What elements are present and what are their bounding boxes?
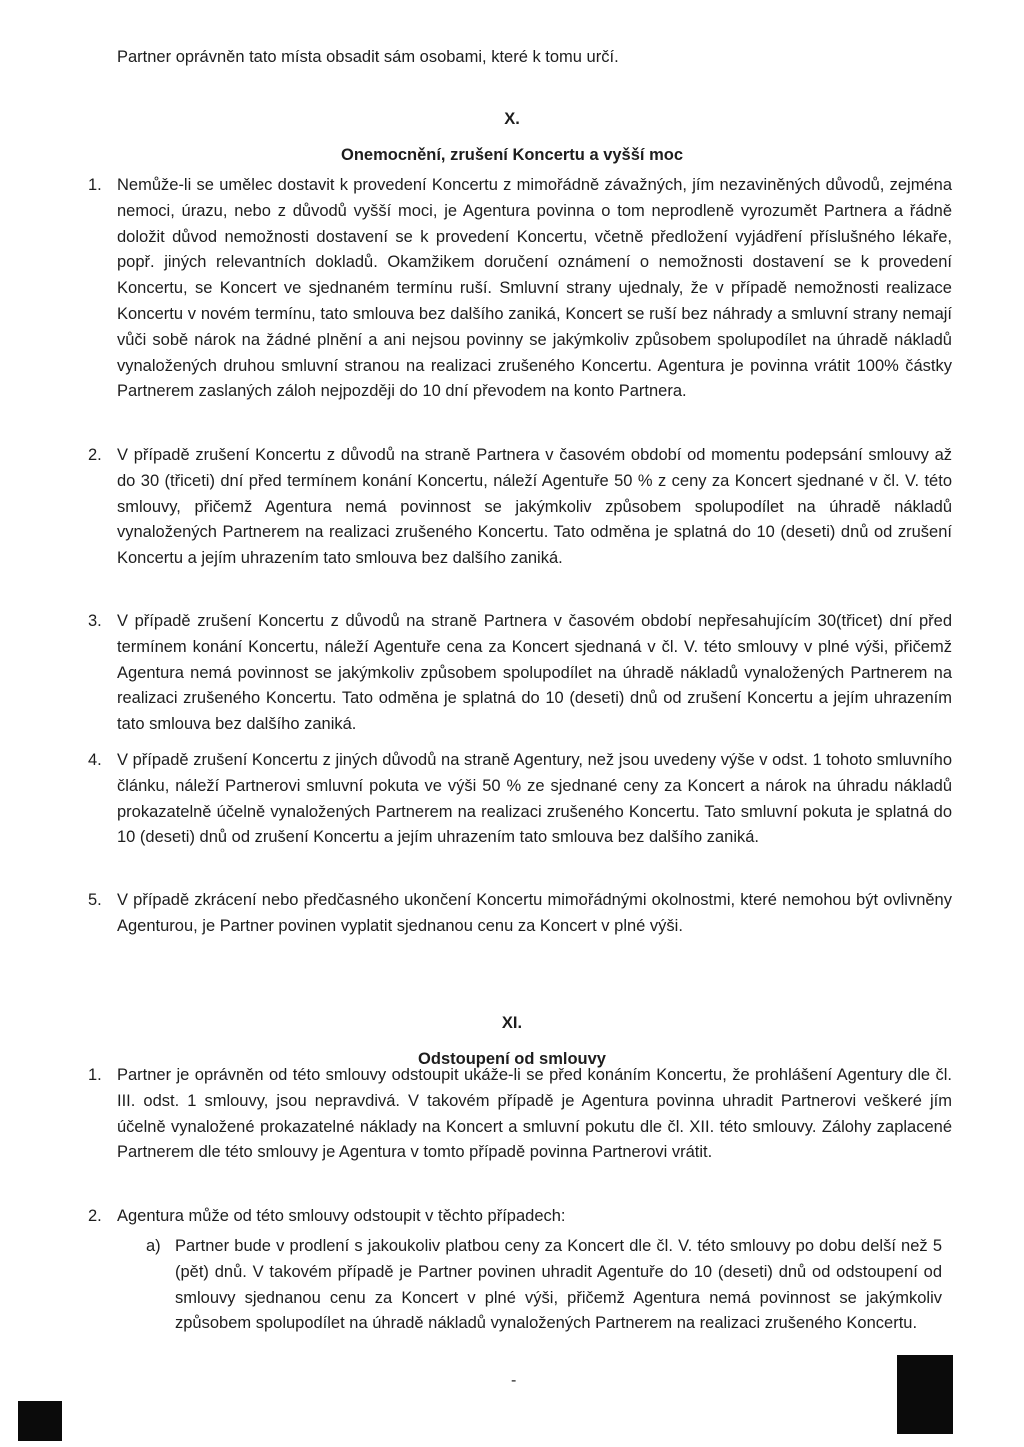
- redaction-block-left: [18, 1401, 62, 1441]
- section-xi-paragraph-2: [88, 1204, 952, 1230]
- paragraph-number: 5.: [88, 891, 102, 909]
- section-x-heading: [0, 106, 1024, 168]
- section-x-paragraph-4: [88, 748, 952, 851]
- subparagraph-text: Partner bude v prodlení s jakoukoliv platbou ceny za Koncert dle čl. V. této smlouvy po dobu delší než 5 (pět) dnů. V takovém případě je Partner povinen uhradit Agentuře do 10 (deseti) dnů od odstoupení od smlouvy sjednanou cenu za Koncert v plné výši, přičemž Agentura nemá povinnost se jakýmkoliv způsobem spolupodílet na úhradě nákladů vynaložených Partnerem na realizaci zrušeného Koncertu.: [175, 1237, 942, 1333]
- paragraph-number: 1.: [88, 176, 102, 194]
- paragraph-number: 4.: [88, 751, 102, 769]
- paragraph-text: V případě zrušení Koncertu z důvodů na straně Partnera v časovém období nepřesahujícím 30(třicet) dní před termínem konání Koncertu, náleží Agentuře cena za Koncert sjednaná v čl. V. této smlouvy v plné výši, přičemž Agentura nemá povinnost se jakýmkoliv způsobem spolupodílet na úhradě nákladů vynaložených Partnerem na realizaci zrušeného Koncertu. Tato odměna je splatná do 10 (deseti) dnů od zrušení Koncertu a jejím uhrazením tato smlouva bez dalšího zaniká.: [117, 612, 952, 734]
- subparagraph-letter: a): [146, 1237, 161, 1255]
- paragraph-text: Agentura může od této smlouvy odstoupit v těchto případech:: [117, 1207, 566, 1225]
- section-x-paragraph-1: [88, 173, 952, 405]
- section-xi-subparagraph-a: [146, 1234, 942, 1337]
- section-title: Odstoupení od smlouvy: [418, 1050, 606, 1068]
- paragraph-number: 2.: [88, 446, 102, 464]
- redaction-block-right: [897, 1355, 953, 1434]
- section-number: X.: [504, 110, 520, 128]
- section-x-paragraph-5: [88, 888, 952, 940]
- section-xi-paragraph-1: [88, 1063, 952, 1166]
- page-mark: -: [511, 1372, 517, 1389]
- section-number: XI.: [501, 1014, 523, 1032]
- paragraph-text: Partner je oprávněn od této smlouvy odstoupit ukáže-li se před konáním Koncertu, že prohlášení Agentury dle čl. III. odst. 1 smlouvy, jsou nepravdivá. V takovém případě je Agentura povinna uhradit Partnerovi veškeré jím účelně vynaložené prokazatelné náklady na Koncert a smluvní pokutu dle čl. XII. této smlouvy. Zálohy zaplacené Partnerem dle této smlouvy je Agentura v tomto případě povinna Partnerovi vrátit.: [117, 1066, 952, 1162]
- paragraph-text: V případě zrušení Koncertu z důvodů na straně Partnera v časovém období od momentu podepsání smlouvy až do 30 (třiceti) dní před termínem konání Koncertu, náleží Agentuře 50 % z ceny za Koncert sjednané v čl. V. této smlouvy, přičemž Agentura nemá povinnost se jakýmkoliv způsobem spolupodílet na úhradě nákladů vynaložených Partnerem na realizaci zrušeného Koncertu. Tato odměna je splatná do 10 (deseti) dnů od zrušení Koncertu a jejím uhrazením tato smlouva bez dalšího zaniká.: [117, 446, 952, 568]
- section-title: Onemocnění, zrušení Koncertu a vyšší moc: [340, 146, 684, 164]
- intro-line: Partner oprávněn tato místa obsadit sám osobami, které k tomu určí.: [117, 48, 619, 66]
- section-x-paragraph-3: [88, 609, 952, 738]
- paragraph-number: 1.: [88, 1066, 102, 1084]
- paragraph-number: 2.: [88, 1207, 102, 1225]
- paragraph-text: V případě zkrácení nebo předčasného ukončení Koncertu mimořádnými okolnostmi, které nemohou být ovlivněny Agenturou, je Partner povinen vyplatit sjednanou cenu za Koncert v plné výši.: [117, 891, 952, 935]
- section-x-paragraph-2: [88, 443, 952, 572]
- paragraph-text: V případě zrušení Koncertu z jiných důvodů na straně Agentury, než jsou uvedeny výše v odst. 1 tohoto smluvního článku, náleží Partnerovi smluvní pokuta ve výši 50 % ze sjednané ceny za Koncert a nárok na úhradu nákladů prokazatelně účelně vynaložených Partnerem na realizaci zrušeného Koncertu. Tato smluvní pokuta je splatná do 10 (deseti) dnů od zrušení Koncertu a jejím uhrazením tato smlouva bez dalšího zaniká.: [117, 751, 952, 847]
- paragraph-text: Nemůže-li se umělec dostavit k provedení Koncertu z mimořádně závažných, jím nezaviněných důvodů, zejména nemoci, úrazu, nebo z důvodů vyšší moci, je Agentura povinna o tom neprodleně vyrozumět Partnera a řádně doložit důvod nemožnosti dostavení se k provedení Koncertu, včetně předložení vyjádření příslušného lékaře, popř. jiných relevantních dokladů. Okamžikem doručení oznámení o nemožnosti dostavení se k provedení Koncertu, se Koncert ve sjednaném termínu ruší. Smluvní strany ujednaly, že v případě nemožnosti realizace Koncertu v novém termínu, tato smlouva bez dalšího zaniká, Koncert se ruší bez náhrady a smluvní strany nemají vůči sobě nárok na žádné plnění a ani nejsou povinny se jakýmkoliv způsobem spolupodílet na úhradě nákladů vynaložených druhou smluvní stranou na realizaci zrušeného Koncertu. Agentura je povinna vrátit 100% částky Partnerem zaslaných záloh nejpozději do 10 dní převodem na konto Partnera.: [117, 176, 952, 401]
- paragraph-number: 3.: [88, 612, 102, 630]
